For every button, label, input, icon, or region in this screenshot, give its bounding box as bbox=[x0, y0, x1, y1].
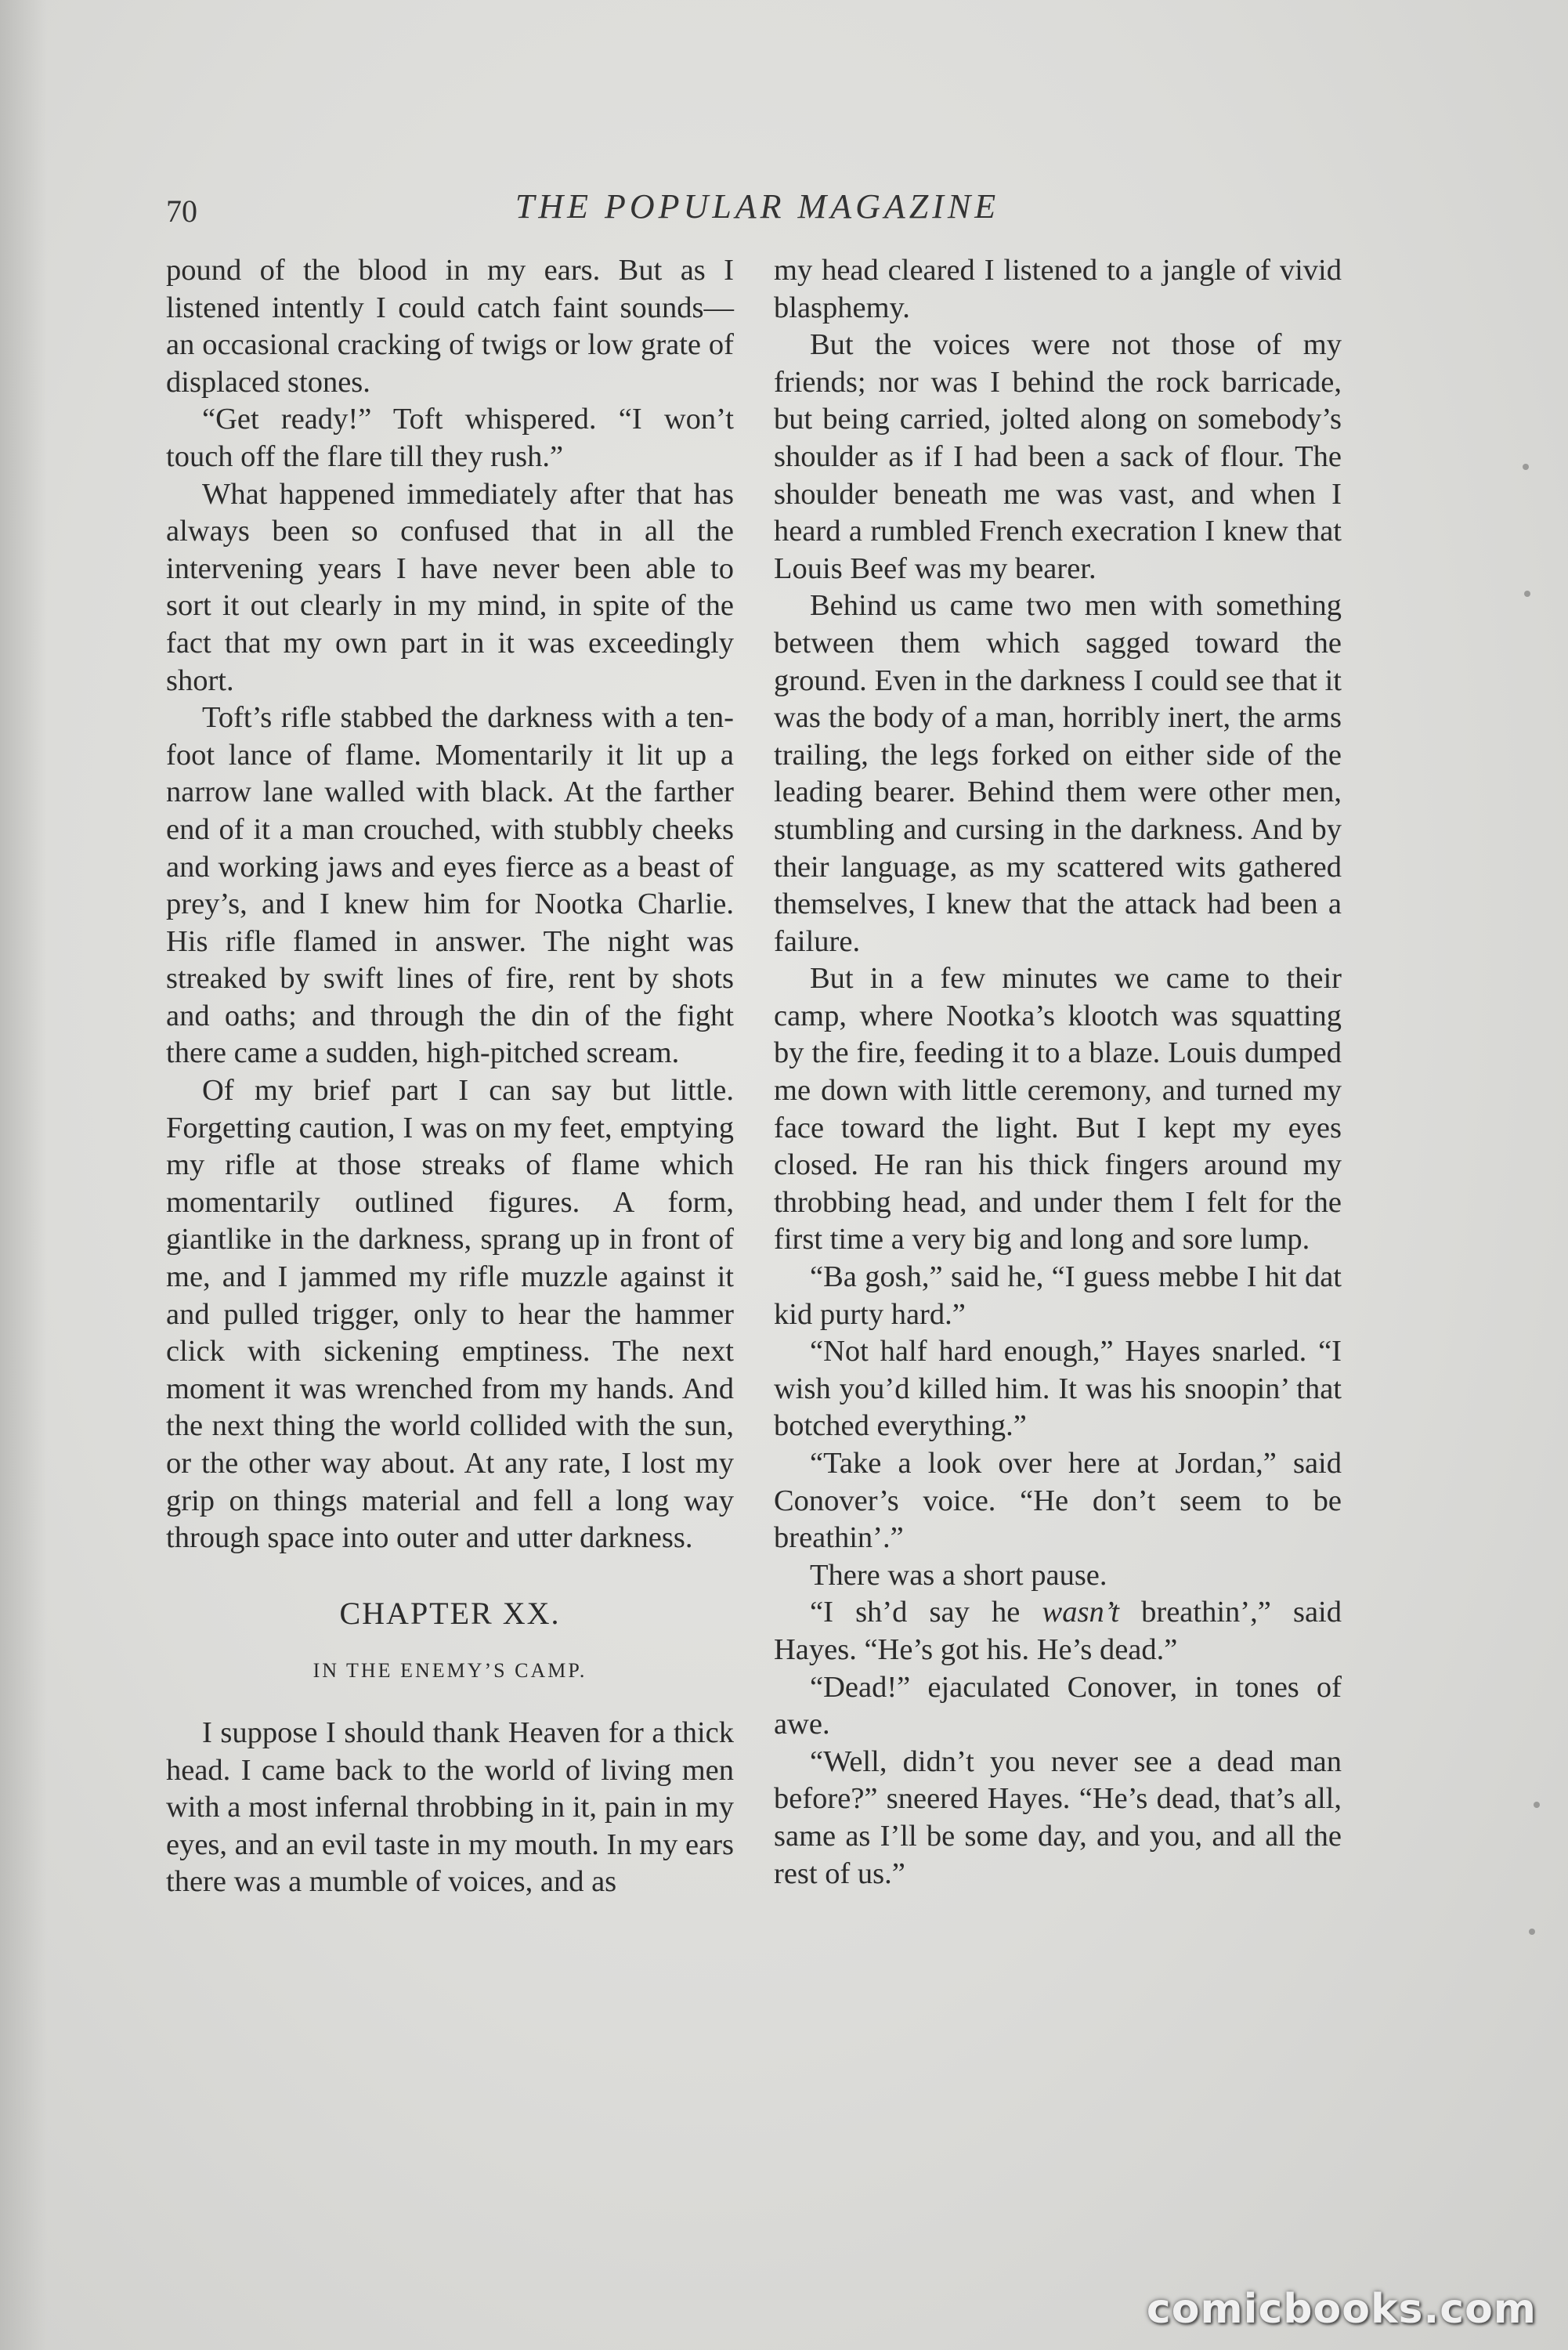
text-run: “I sh’d say he bbox=[810, 1596, 1042, 1629]
emphasis: wasn’t bbox=[1042, 1596, 1119, 1629]
paragraph: But the voices were not those of my friends; nor was I behind the rock barricade, but being carried, jolted along on somebody’s shoulder as if I had been a sack of flour. The shoulder beneath me was vast, and when I heard a rumbled French execration I knew that Louis Beef was my bearer. bbox=[774, 328, 1342, 585]
paragraph: “Well, didn’t you never see a dead man before?” sneered Hayes. “He’s dead, that’s all, same as I’ll be some day, and you, and all the rest of us.” bbox=[774, 1744, 1342, 1890]
right-column bbox=[774, 252, 1342, 1893]
paragraph: pound of the blood in my ears. But as I listened intently I could catch faint sounds—an occasional cracking of twigs or low grate of displaced stones. bbox=[166, 254, 734, 399]
paper-speck bbox=[1529, 1929, 1535, 1935]
chapter-heading: CHAPTER XX. bbox=[339, 1595, 561, 1631]
paragraph: Of my brief part I can say but little. Forgetting caution, I was on my feet, emptying my rifle at those streaks of flame which momentarily outlined figures. A form, giantlike in the darkness, sprang up in front of me, and I jammed my rifle muzzle against it and pulled trigger, only to hear the hammer click with sickening emptiness. The next moment it was wrenched from my hands. And the next thing the world collided with the sun, or the other way about. At any rate, I lost my grip on things material and fell a long way through space into outer and utter darkness. bbox=[166, 1074, 734, 1555]
paragraph: “Take a look over here at Jordan,” said Conover’s voice. “He don’t seem to be breathin’.” bbox=[774, 1447, 1342, 1555]
paper-speck bbox=[1534, 1802, 1540, 1808]
page-number: 70 bbox=[166, 193, 197, 229]
paragraph bbox=[774, 1594, 1342, 1668]
paragraph: I suppose I should thank Heaven for a thick head. I came back to the world of living men with a most infernal throbbing in it, pain in my eyes, and an evil taste in my mouth. In my ears there was a mumble of voices, and as bbox=[166, 1716, 734, 1899]
paragraph: But in a few minutes we came to their camp, where Nootka’s klootch was squatting by the fire, feeding it to a blaze. Louis dumped me down with little ceremony, and turned my face toward the light. But I kept my eyes closed. He ran his thick fingers around my throbbing head, and under them I felt for the first time a very big and long and sore lump. bbox=[774, 962, 1342, 1256]
binding-shadow bbox=[0, 0, 47, 2350]
paragraph: “Not half hard enough,” Hayes snarled. “I wish you’d killed him. It was his snoopin’ that botched everything.” bbox=[774, 1335, 1342, 1443]
running-title: THE POPULAR MAGAZINE bbox=[515, 187, 1000, 226]
page-header bbox=[166, 186, 1349, 241]
paragraph: “Ba gosh,” said he, “I guess mebbe I hit dat kid purty hard.” bbox=[774, 1260, 1342, 1331]
watermark: comicbooks.com bbox=[1146, 2286, 1537, 2333]
left-column bbox=[166, 252, 734, 1901]
paper-speck bbox=[1524, 591, 1530, 597]
chapter-subtitle: IN THE ENEMY’S CAMP. bbox=[313, 1659, 587, 1683]
paper-speck bbox=[1523, 464, 1529, 470]
paragraph: Toft’s rifle stabbed the darkness with a ten-foot lance of flame. Momentarily it lit up a narrow lane walled with black. At the farther end of it a man crouched, with stubbly cheeks and working jaws and eyes fierce as a beast of prey’s, and I knew him for Nootka Charlie. His rifle flamed in answer. The night was streaked by swift lines of fire, rent by shots and oaths; and through the din of the fight there came a sudden, high-pitched scream. bbox=[166, 701, 734, 1070]
paragraph: What happened immediately after that has always been so confused that in all the intervening years I have never been able to sort it out clearly in my mind, in spite of the fact that my own part in it was exceedingly short. bbox=[166, 477, 734, 697]
paragraph: my head cleared I listened to a jangle of vivid blasphemy. bbox=[774, 254, 1342, 324]
paragraph: “Dead!” ejaculated Conover, in tones of awe. bbox=[774, 1670, 1342, 1741]
paragraph: “Get ready!” Toft whispered. “I won’t touch off the flare till they rush.” bbox=[166, 403, 734, 473]
text-run: breathin’,” said Hayes. “He’s got his. He’s dead.” bbox=[774, 1596, 1342, 1666]
paragraph: There was a short pause. bbox=[810, 1558, 1107, 1592]
paragraph: Behind us came two men with something between them which sagged toward the ground. Even in the darkness I could see that it was the body of a man, horribly inert, the arms trailing, the legs forked on either side of the leading bearer. Behind them were other men, stumbling and cursing in the darkness. And by their language, as my scattered wits gathered themselves, I knew that the attack had been a failure. bbox=[774, 589, 1342, 958]
